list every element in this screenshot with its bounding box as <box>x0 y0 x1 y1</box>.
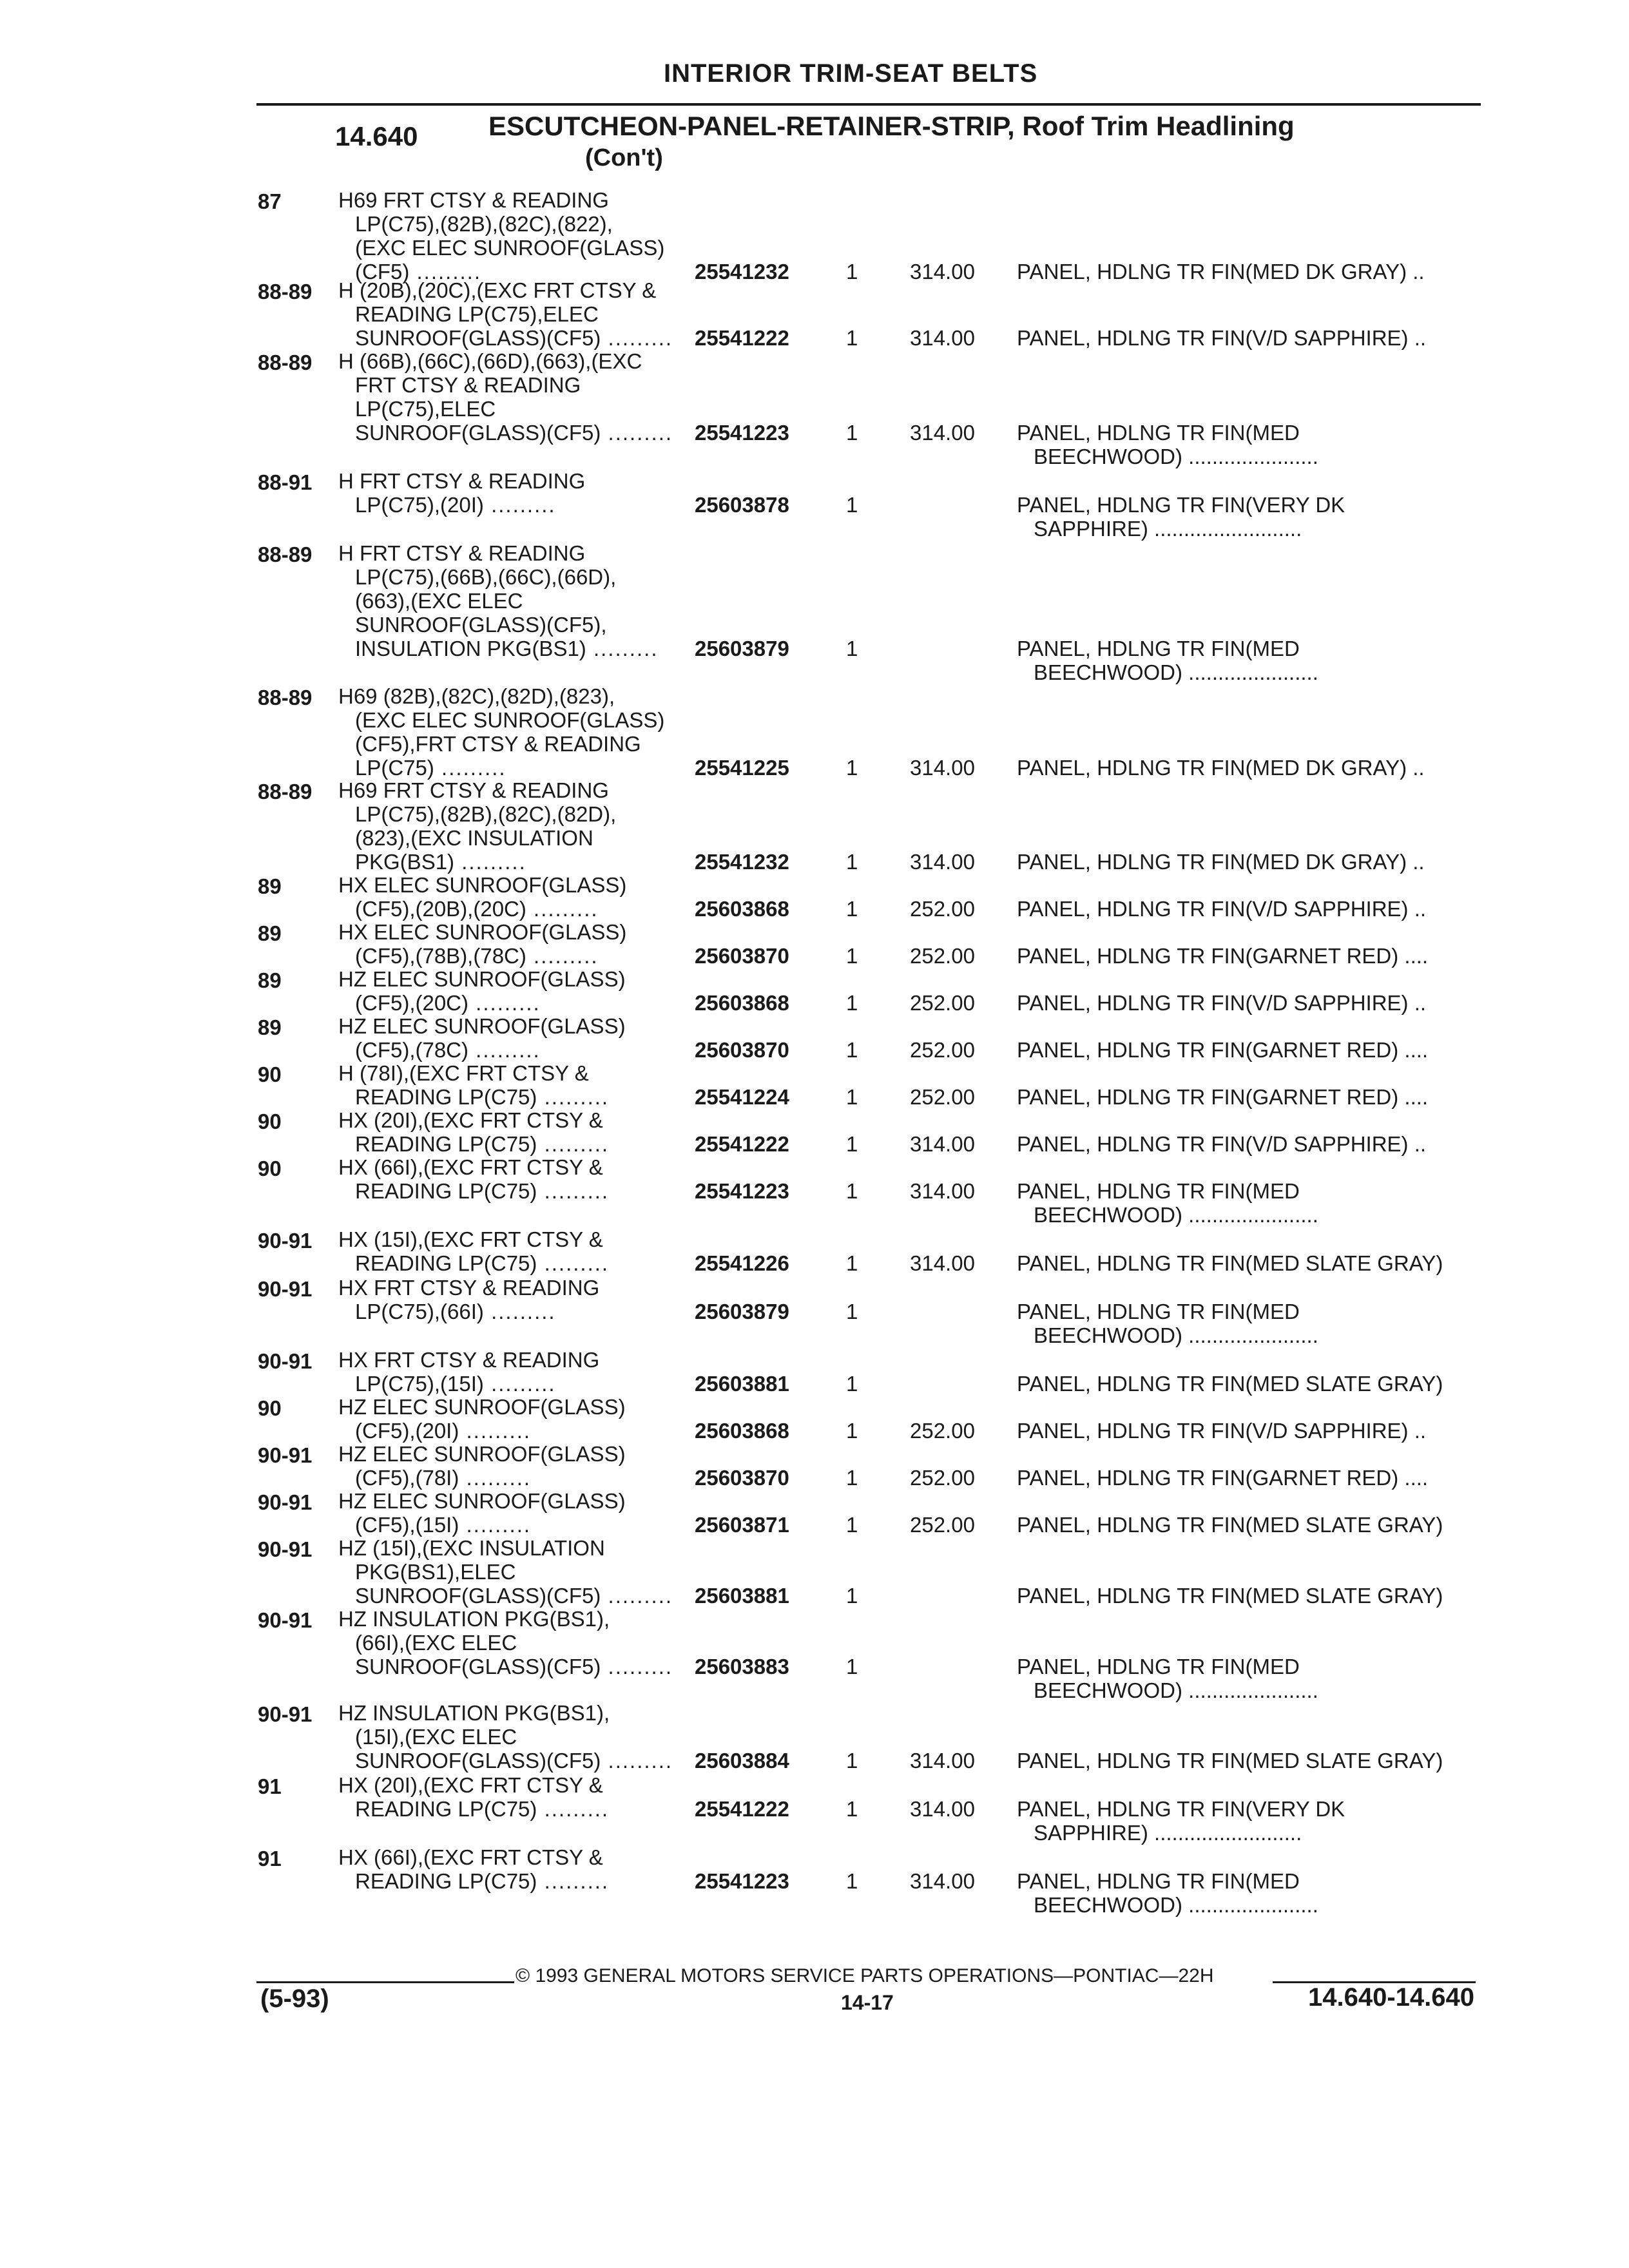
part-name-dots: .. <box>1407 260 1425 284</box>
part-name-line: PANEL, HDLNG TR FIN(GARNET RED) <box>1017 1085 1399 1109</box>
application-description <box>338 1227 699 1275</box>
quantity: 1 <box>846 1038 858 1062</box>
description-line: HX (20I),(EXC FRT CTSY & <box>338 1773 603 1797</box>
application-description <box>338 1442 699 1490</box>
part-name-line: BEECHWOOD) <box>1034 660 1182 684</box>
quantity: 1 <box>846 850 858 874</box>
description-line: H FRT CTSY & READING <box>338 541 586 565</box>
description-line: HX ELEC SUNROOF(GLASS) <box>338 920 627 944</box>
description-line: FRT CTSY & READING <box>355 373 581 397</box>
application-description <box>338 778 699 874</box>
description-line: (CF5),(78B),(78C) <box>355 944 526 968</box>
description-line: LP(C75),ELEC <box>355 397 496 421</box>
description-line: H (66B),(66C),(66D),(663),(EXC <box>338 349 642 373</box>
part-name <box>1017 1749 1507 1773</box>
part-name-line: PANEL, HDLNG TR FIN(VERY DK <box>1017 493 1345 517</box>
leader-dots: ......... <box>459 1419 532 1443</box>
application-description <box>338 1395 699 1443</box>
model-year: 89 <box>258 921 282 945</box>
description-line: LP(C75),(20I) <box>355 493 484 517</box>
part-name-dots: .... <box>1398 944 1429 968</box>
quantity: 1 <box>846 756 858 780</box>
quantity: 1 <box>846 1584 858 1608</box>
description-line: READING LP(C75) <box>355 1085 537 1109</box>
application-description <box>338 1155 699 1203</box>
description-line: H69 FRT CTSY & READING <box>338 778 609 802</box>
part-name-dots: .. <box>1408 1132 1427 1156</box>
description-line: READING LP(C75) <box>355 1132 537 1156</box>
description-line: HZ ELEC SUNROOF(GLASS) <box>338 967 626 991</box>
leader-dots: ......... <box>537 1132 610 1156</box>
leader-dots: ......... <box>537 1085 610 1109</box>
description-line: (CF5),(15I) <box>355 1513 459 1537</box>
part-number: 25603884 <box>695 1749 789 1773</box>
quantity: 1 <box>846 1869 858 1893</box>
leader-dots: ......... <box>537 1797 610 1821</box>
part-name-dots: .. <box>1407 756 1425 780</box>
part-name-line: PANEL, HDLNG TR FIN(MED <box>1017 421 1300 445</box>
quantity: 1 <box>846 1466 858 1490</box>
part-name <box>1017 1655 1507 1702</box>
group-continued: (Con't) <box>585 144 663 171</box>
price: 252.00 <box>910 897 975 921</box>
model-year: 91 <box>258 1774 282 1798</box>
description-line: (663),(EXC ELEC <box>355 589 523 613</box>
price: 314.00 <box>910 1251 975 1275</box>
index-range: 14.640-14.640 <box>1308 1983 1475 2012</box>
model-year: 90 <box>258 1110 282 1133</box>
application-description <box>338 873 699 921</box>
part-number: 25603868 <box>695 897 789 921</box>
part-name <box>1017 897 1507 921</box>
part-name <box>1017 1466 1507 1490</box>
quantity: 1 <box>846 1655 858 1678</box>
part-name-dots: ...................... <box>1182 1323 1318 1347</box>
part-name-line: SAPPHIRE) <box>1034 1821 1148 1845</box>
model-year: 90-91 <box>258 1277 313 1301</box>
price: 314.00 <box>910 850 975 874</box>
description-line: LP(C75) <box>355 756 434 780</box>
model-year: 91 <box>258 1847 282 1870</box>
application-description <box>338 349 699 445</box>
description-line: READING LP(C75) <box>355 1869 537 1893</box>
description-line: (CF5),(20C) <box>355 991 469 1015</box>
description-line: (CF5),(20I) <box>355 1419 459 1443</box>
part-name <box>1017 260 1507 284</box>
part-name <box>1017 326 1507 350</box>
description-line: H FRT CTSY & READING <box>338 469 586 493</box>
part-number: 25603870 <box>695 1038 789 1062</box>
description-line: SUNROOF(GLASS)(CF5) <box>355 1749 601 1773</box>
part-name-dots: ...................... <box>1182 445 1318 468</box>
part-name-line: PANEL, HDLNG TR FIN(MED <box>1017 637 1300 660</box>
price: 314.00 <box>910 1869 975 1893</box>
price: 314.00 <box>910 421 975 445</box>
part-number: 25541224 <box>695 1085 789 1109</box>
part-name-line: SAPPHIRE) <box>1034 517 1148 541</box>
part-number: 25541222 <box>695 1132 789 1156</box>
description-line: HX (66I),(EXC FRT CTSY & <box>338 1155 603 1179</box>
description-line: HX (66I),(EXC FRT CTSY & <box>338 1845 603 1869</box>
part-name <box>1017 1038 1507 1062</box>
leader-dots: ......... <box>537 1251 610 1275</box>
quantity: 1 <box>846 1251 858 1275</box>
price: 252.00 <box>910 1038 975 1062</box>
description-line: SUNROOF(GLASS)(CF5) <box>355 421 601 445</box>
description-line: HZ ELEC SUNROOF(GLASS) <box>338 1395 626 1419</box>
part-name-line: PANEL, HDLNG TR FIN(V/D SAPPHIRE) <box>1017 326 1409 350</box>
part-name-line: PANEL, HDLNG TR FIN(V/D SAPPHIRE) <box>1017 897 1409 921</box>
quantity: 1 <box>846 326 858 350</box>
model-year: 90-91 <box>258 1490 313 1514</box>
quantity: 1 <box>846 897 858 921</box>
part-name <box>1017 421 1507 468</box>
description-line: H69 FRT CTSY & READING <box>338 188 609 212</box>
leader-dots: ......... <box>434 756 506 780</box>
quantity: 1 <box>846 260 858 284</box>
application-description <box>338 541 699 660</box>
part-name-line: PANEL, HDLNG TR FIN(MED <box>1017 1655 1300 1678</box>
application-description <box>338 188 699 284</box>
application-description <box>338 1276 699 1323</box>
part-name-line: PANEL, HDLNG TR FIN(MED SLATE GRAY) <box>1017 1513 1443 1537</box>
part-name <box>1017 1179 1507 1227</box>
section-title: INTERIOR TRIM-SEAT BELTS <box>664 59 1038 88</box>
description-line: PKG(BS1) <box>355 850 455 874</box>
quantity: 1 <box>846 1513 858 1537</box>
part-number: 25541223 <box>695 421 789 445</box>
quantity: 1 <box>846 1300 858 1323</box>
description-line: INSULATION PKG(BS1) <box>355 637 586 660</box>
part-number: 25603881 <box>695 1372 789 1396</box>
model-year: 88-89 <box>258 351 313 374</box>
leader-dots: ......... <box>483 1372 556 1396</box>
part-name-line: PANEL, HDLNG TR FIN(MED <box>1017 1869 1300 1893</box>
header-rule <box>256 103 1481 106</box>
model-year: 88-91 <box>258 470 313 494</box>
part-name <box>1017 493 1507 541</box>
model-year: 88-89 <box>258 686 313 709</box>
leader-dots: ......... <box>459 1513 532 1537</box>
part-name <box>1017 1300 1507 1347</box>
leader-dots: ......... <box>586 637 659 660</box>
part-name-dots: ...................... <box>1182 1203 1318 1227</box>
description-line: HZ (15I),(EXC INSULATION <box>338 1536 605 1560</box>
leader-dots: ......... <box>454 850 526 874</box>
part-name-line: PANEL, HDLNG TR FIN(MED <box>1017 1179 1300 1203</box>
description-line: LP(C75),(66B),(66C),(66D), <box>355 565 617 589</box>
description-line: LP(C75),(15I) <box>355 1372 484 1396</box>
quantity: 1 <box>846 493 858 517</box>
part-number: 25541222 <box>695 326 789 350</box>
quantity: 1 <box>846 1419 858 1443</box>
description-line: PKG(BS1),ELEC <box>355 1560 516 1584</box>
description-line: HZ ELEC SUNROOF(GLASS) <box>338 1014 626 1038</box>
description-line: READING LP(C75) <box>355 1179 537 1203</box>
part-name-dots: ......................... <box>1148 517 1302 541</box>
description-line: (CF5),FRT CTSY & READING <box>355 732 641 756</box>
description-line: SUNROOF(GLASS)(CF5) <box>355 1655 601 1678</box>
application-description <box>338 1108 699 1156</box>
part-name-dots: .. <box>1408 1419 1427 1443</box>
description-line: SUNROOF(GLASS)(CF5), <box>355 613 607 637</box>
part-name-dots: ...................... <box>1182 660 1318 684</box>
application-description <box>338 1489 699 1537</box>
part-number: 25603881 <box>695 1584 789 1608</box>
price: 252.00 <box>910 944 975 968</box>
part-number: 25541232 <box>695 850 789 874</box>
model-year: 90-91 <box>258 1702 313 1726</box>
part-name-line: PANEL, HDLNG TR FIN(GARNET RED) <box>1017 1038 1399 1062</box>
description-line: HX (20I),(EXC FRT CTSY & <box>338 1108 603 1132</box>
part-name-line: PANEL, HDLNG TR FIN(VERY DK <box>1017 1797 1345 1821</box>
part-name-line: PANEL, HDLNG TR FIN(V/D SAPPHIRE) <box>1017 991 1409 1015</box>
description-line: HZ INSULATION PKG(BS1), <box>338 1701 610 1725</box>
model-year: 89 <box>258 968 282 992</box>
leader-dots: ......... <box>409 260 482 284</box>
quantity: 1 <box>846 1179 858 1203</box>
page-number: 14-17 <box>841 1991 894 2014</box>
description-line: LP(C75),(66I) <box>355 1300 484 1323</box>
part-number: 25603868 <box>695 1419 789 1443</box>
part-name-dots: .... <box>1398 1085 1429 1109</box>
application-description <box>338 1773 699 1821</box>
application-description <box>338 1536 699 1608</box>
quantity: 1 <box>846 421 858 445</box>
description-line: HX FRT CTSY & READING <box>338 1348 600 1372</box>
part-name-line: PANEL, HDLNG TR FIN(MED DK GRAY) <box>1017 260 1407 284</box>
group-title: ESCUTCHEON-PANEL-RETAINER-STRIP, Roof Trim Headlining <box>488 111 1295 141</box>
part-name-line: PANEL, HDLNG TR FIN(GARNET RED) <box>1017 944 1399 968</box>
part-number: 25603879 <box>695 637 789 660</box>
part-name <box>1017 1869 1507 1917</box>
price: 252.00 <box>910 1513 975 1537</box>
model-year: 90 <box>258 1396 282 1420</box>
description-line: (EXC ELEC SUNROOF(GLASS) <box>355 708 665 732</box>
application-description <box>338 920 699 968</box>
part-name <box>1017 850 1507 874</box>
leader-dots: ......... <box>537 1179 610 1203</box>
part-name-dots: .. <box>1408 991 1427 1015</box>
part-name-line: PANEL, HDLNG TR FIN(GARNET RED) <box>1017 1466 1399 1490</box>
application-description <box>338 1607 699 1678</box>
model-year: 90 <box>258 1157 282 1180</box>
application-description <box>338 1348 699 1396</box>
description-line: READING LP(C75),ELEC <box>355 302 599 326</box>
application-description <box>338 469 699 517</box>
leader-dots: ......... <box>483 1300 556 1323</box>
part-name-dots: .... <box>1398 1466 1429 1490</box>
price: 314.00 <box>910 1179 975 1203</box>
model-year: 90 <box>258 1062 282 1086</box>
part-name <box>1017 1797 1507 1845</box>
description-line: READING LP(C75) <box>355 1797 537 1821</box>
description-line: SUNROOF(GLASS)(CF5) <box>355 326 601 350</box>
application-description <box>338 1014 699 1062</box>
part-name <box>1017 1513 1507 1537</box>
part-name-dots: ...................... <box>1182 1893 1318 1917</box>
model-year: 90-91 <box>258 1349 313 1373</box>
price: 314.00 <box>910 1132 975 1156</box>
part-number: 25541225 <box>695 756 789 780</box>
part-name-line: BEECHWOOD) <box>1034 1678 1182 1702</box>
part-name-line: PANEL, HDLNG TR FIN(MED SLATE GRAY) <box>1017 1749 1443 1773</box>
description-line: HZ INSULATION PKG(BS1), <box>338 1607 610 1631</box>
part-name-line: BEECHWOOD) <box>1034 1323 1182 1347</box>
quantity: 1 <box>846 944 858 968</box>
part-name <box>1017 1251 1507 1275</box>
description-line: (66I),(EXC ELEC <box>355 1631 517 1655</box>
description-line: (15I),(EXC ELEC <box>355 1725 517 1749</box>
leader-dots: ......... <box>468 991 541 1015</box>
part-name <box>1017 1372 1507 1396</box>
description-line: HZ ELEC SUNROOF(GLASS) <box>338 1442 626 1466</box>
price: 252.00 <box>910 1085 975 1109</box>
description-line: (CF5),(20B),(20C) <box>355 897 526 921</box>
description-line: (EXC ELEC SUNROOF(GLASS) <box>355 236 665 260</box>
part-name-line: PANEL, HDLNG TR FIN(V/D SAPPHIRE) <box>1017 1132 1409 1156</box>
part-name-line: BEECHWOOD) <box>1034 1203 1182 1227</box>
quantity: 1 <box>846 637 858 660</box>
application-description <box>338 684 699 780</box>
part-name <box>1017 1132 1507 1156</box>
model-year: 90-91 <box>258 1229 313 1253</box>
part-name <box>1017 756 1507 780</box>
part-number: 25541223 <box>695 1869 789 1893</box>
part-name-dots: .. <box>1408 326 1427 350</box>
quantity: 1 <box>846 1749 858 1773</box>
model-year: 88-89 <box>258 280 313 303</box>
model-year: 90-91 <box>258 1537 313 1561</box>
part-number: 25541223 <box>695 1179 789 1203</box>
part-name-dots: .... <box>1398 1038 1429 1062</box>
part-number: 25603870 <box>695 1466 789 1490</box>
price: 314.00 <box>910 260 975 284</box>
price: 314.00 <box>910 1797 975 1821</box>
revision-date: (5-93) <box>260 1984 329 2013</box>
part-name <box>1017 637 1507 684</box>
application-description <box>338 1701 699 1773</box>
model-year: 90-91 <box>258 1608 313 1632</box>
description-line: (823),(EXC INSULATION <box>355 826 593 850</box>
leader-dots: ......... <box>601 1749 673 1773</box>
leader-dots: ......... <box>526 897 599 921</box>
part-number: 25603883 <box>695 1655 789 1678</box>
part-number: 25603871 <box>695 1513 789 1537</box>
footer-rule-left <box>256 1981 514 1983</box>
part-number: 25603879 <box>695 1300 789 1323</box>
description-line: H (78I),(EXC FRT CTSY & <box>338 1061 589 1085</box>
part-name-line: BEECHWOOD) <box>1034 445 1182 468</box>
model-year: 90-91 <box>258 1443 313 1467</box>
price: 252.00 <box>910 991 975 1015</box>
part-name-line: PANEL, HDLNG TR FIN(MED DK GRAY) <box>1017 756 1407 780</box>
leader-dots: ......... <box>601 421 673 445</box>
description-line: (CF5) <box>355 260 410 284</box>
part-name-line: PANEL, HDLNG TR FIN(MED <box>1017 1300 1300 1323</box>
quantity: 1 <box>846 1797 858 1821</box>
part-name <box>1017 1419 1507 1443</box>
price: 314.00 <box>910 326 975 350</box>
part-number: 25603868 <box>695 991 789 1015</box>
model-year: 88-89 <box>258 543 313 566</box>
part-name-line: PANEL, HDLNG TR FIN(MED SLATE GRAY) <box>1017 1584 1443 1608</box>
leader-dots: ......... <box>483 493 556 517</box>
leader-dots: ......... <box>459 1466 532 1490</box>
quantity: 1 <box>846 1085 858 1109</box>
leader-dots: ......... <box>601 326 673 350</box>
part-name <box>1017 1584 1507 1608</box>
part-name-dots: ...................... <box>1182 1678 1318 1702</box>
group-number: 14.640 <box>335 121 418 151</box>
description-line: HZ ELEC SUNROOF(GLASS) <box>338 1489 626 1513</box>
part-name-line: PANEL, HDLNG TR FIN(MED SLATE GRAY) <box>1017 1251 1443 1275</box>
description-line: H69 (82B),(82C),(82D),(823), <box>338 684 615 708</box>
part-name-line: PANEL, HDLNG TR FIN(MED DK GRAY) <box>1017 850 1407 874</box>
price: 252.00 <box>910 1466 975 1490</box>
part-name-dots: .. <box>1407 850 1425 874</box>
description-line: READING LP(C75) <box>355 1251 537 1275</box>
part-number: 25603878 <box>695 493 789 517</box>
description-line: (CF5),(78C) <box>355 1038 469 1062</box>
part-name-line: BEECHWOOD) <box>1034 1893 1182 1917</box>
part-name <box>1017 991 1507 1015</box>
description-line: HX FRT CTSY & READING <box>338 1276 600 1300</box>
model-year: 89 <box>258 874 282 898</box>
model-year: 88-89 <box>258 780 313 803</box>
description-line: H (20B),(20C),(EXC FRT CTSY & <box>338 278 657 302</box>
model-year: 89 <box>258 1015 282 1039</box>
part-number: 25541226 <box>695 1251 789 1275</box>
leader-dots: ......... <box>537 1869 610 1893</box>
part-name <box>1017 944 1507 968</box>
part-number: 25541232 <box>695 260 789 284</box>
model-year: 87 <box>258 189 282 213</box>
price: 314.00 <box>910 756 975 780</box>
application-description <box>338 278 699 350</box>
copyright-notice: © 1993 GENERAL MOTORS SERVICE PARTS OPERATIONS—PONTIAC—22H <box>516 1965 1214 1986</box>
leader-dots: ......... <box>601 1655 673 1678</box>
leader-dots: ......... <box>526 944 599 968</box>
application-description <box>338 1061 699 1109</box>
part-name <box>1017 1085 1507 1109</box>
description-line: LP(C75),(82B),(82C),(82D), <box>355 802 617 826</box>
application-description <box>338 1845 699 1893</box>
quantity: 1 <box>846 1132 858 1156</box>
price: 252.00 <box>910 1419 975 1443</box>
quantity: 1 <box>846 991 858 1015</box>
leader-dots: ......... <box>468 1038 541 1062</box>
application-description <box>338 967 699 1015</box>
description-line: (CF5),(78I) <box>355 1466 459 1490</box>
description-line: SUNROOF(GLASS)(CF5) <box>355 1584 601 1608</box>
quantity: 1 <box>846 1372 858 1396</box>
description-line: HX (15I),(EXC FRT CTSY & <box>338 1227 603 1251</box>
leader-dots: ......... <box>601 1584 673 1608</box>
part-name-line: PANEL, HDLNG TR FIN(MED SLATE GRAY) <box>1017 1372 1443 1396</box>
part-name-dots: .. <box>1408 897 1427 921</box>
part-number: 25541222 <box>695 1797 789 1821</box>
description-line: LP(C75),(82B),(82C),(822), <box>355 212 613 236</box>
description-line: HX ELEC SUNROOF(GLASS) <box>338 873 627 897</box>
part-name-dots: ......................... <box>1148 1821 1302 1845</box>
price: 314.00 <box>910 1749 975 1773</box>
part-number: 25603870 <box>695 944 789 968</box>
part-name-line: PANEL, HDLNG TR FIN(V/D SAPPHIRE) <box>1017 1419 1409 1443</box>
